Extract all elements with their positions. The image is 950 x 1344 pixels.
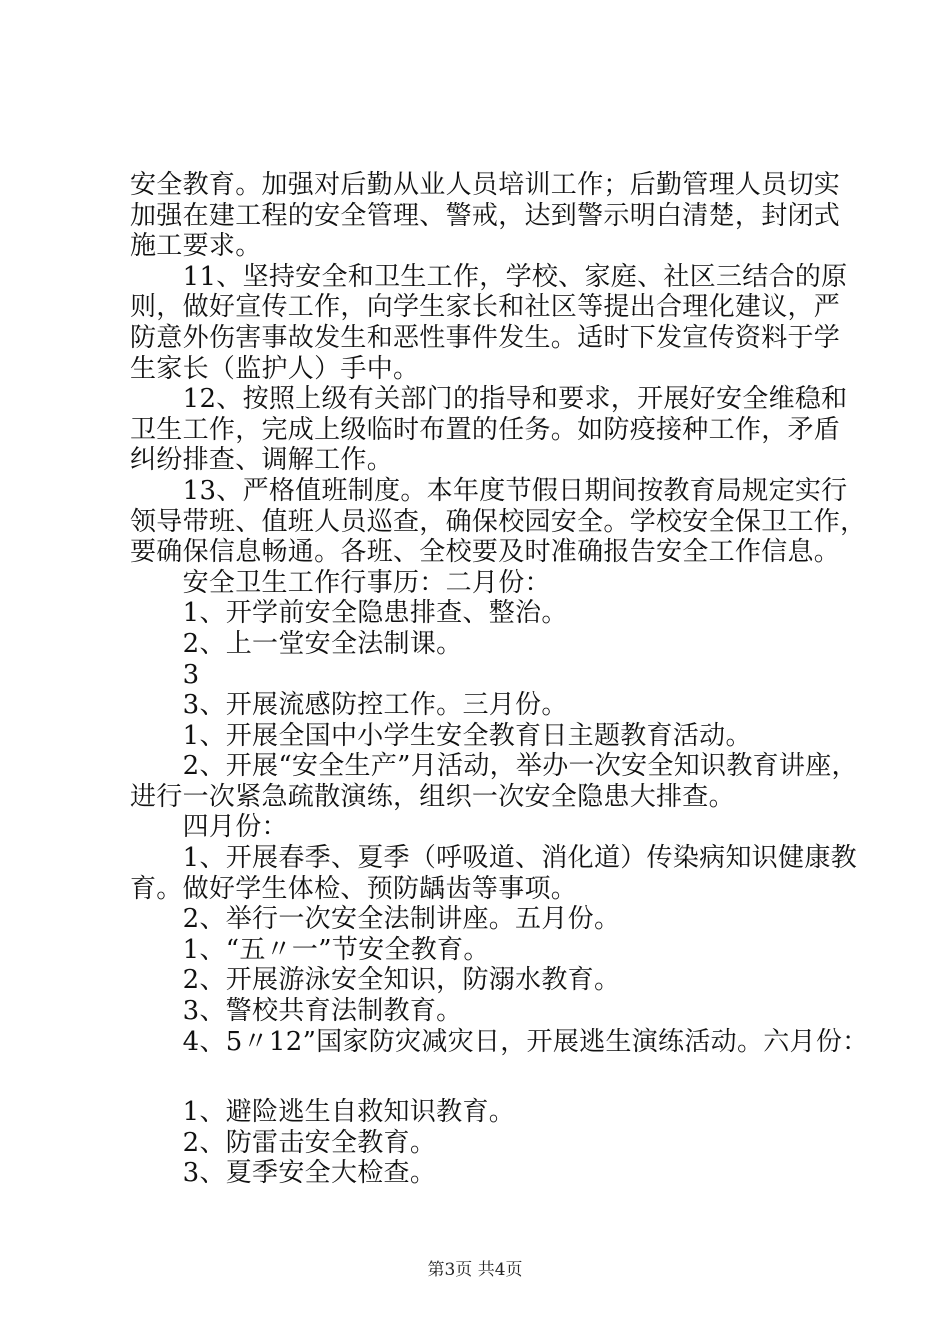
text-line: 1、开学前安全隐患排查、整治。 [130,598,568,629]
text-line: 卫生工作，完成上级临时布置的任务。如防疫接种工作，矛盾 [130,414,841,445]
text-line: 3、开展流感防控工作。三月份。 [130,690,568,721]
text-line: 2、防雷击安全教育。 [130,1127,437,1158]
text-line: 育。做好学生体检、预防龋齿等事项。 [130,873,578,904]
text-line: 2、开展游泳安全知识，防溺水教育。 [130,965,621,996]
text-line: 2、上一堂安全法制课。 [130,628,463,659]
text-line: 1、“五〃一”节安全教育。 [130,934,490,965]
text-line: 1、开展全国中小学生安全教育日主题教育活动。 [130,720,752,751]
text-line: 4、5〃12”国家防灾减灾日，开展逃生演练活动。六月份： [130,1026,869,1057]
text-line: 领导带班、值班人员巡查，确保校园安全。学校安全保卫工作， [130,506,867,537]
text-line: 3、警校共育法制教育。 [130,996,463,1027]
text-line: 施工要求。 [130,231,262,262]
text-line: 13、严格值班制度。本年度节假日期间按教育局规定实行 [130,475,848,506]
blank-line [130,1057,835,1097]
text-line: 2、开展“安全生产”月活动，举办一次安全知识教育讲座， [130,751,858,782]
text-line: 防意外伤害事故发生和恶性事件发生。适时下发宣传资料于学 [130,322,841,353]
text-line: 安全卫生工作行事历：二月份： [130,567,551,598]
text-line: 12、按照上级有关部门的指导和要求，开展好安全维稳和 [130,384,848,415]
text-line: 进行一次紧急疏散演练，组织一次安全隐患大排查。 [130,781,735,812]
text-line: 3 [130,659,200,690]
text-line: 生家长（监护人）手中。 [130,353,420,384]
text-line: 1、开展春季、夏季（呼吸道、消化道）传染病知识健康教 [130,843,857,874]
page-footer: 第3页 共4页 [427,1260,523,1280]
text-line: 2、举行一次安全法制讲座。五月份。 [130,904,621,935]
text-line: 安全教育。加强对后勤从业人员培训工作；后勤管理人员切实 [130,170,841,200]
text-line: 纠纷排查、调解工作。 [130,445,394,476]
text-line: 要确保信息畅通。各班、全校要及时准确报告安全工作信息。 [130,537,841,568]
text-line: 加强在建工程的安全管理、警戒，达到警示明白清楚，封闭式 [130,200,841,231]
text-line: 3、夏季安全大检查。 [130,1158,437,1189]
text-line: 1、避险逃生自救知识教育。 [130,1097,516,1128]
text-line: 四月份： [130,812,288,843]
document-body [130,170,869,1189]
text-line: 11、坚持安全和卫生工作，学校、家庭、社区三结合的原 [130,261,848,292]
text-line: 则，做好宣传工作，向学生家长和社区等提出合理化建议，严 [130,292,841,323]
